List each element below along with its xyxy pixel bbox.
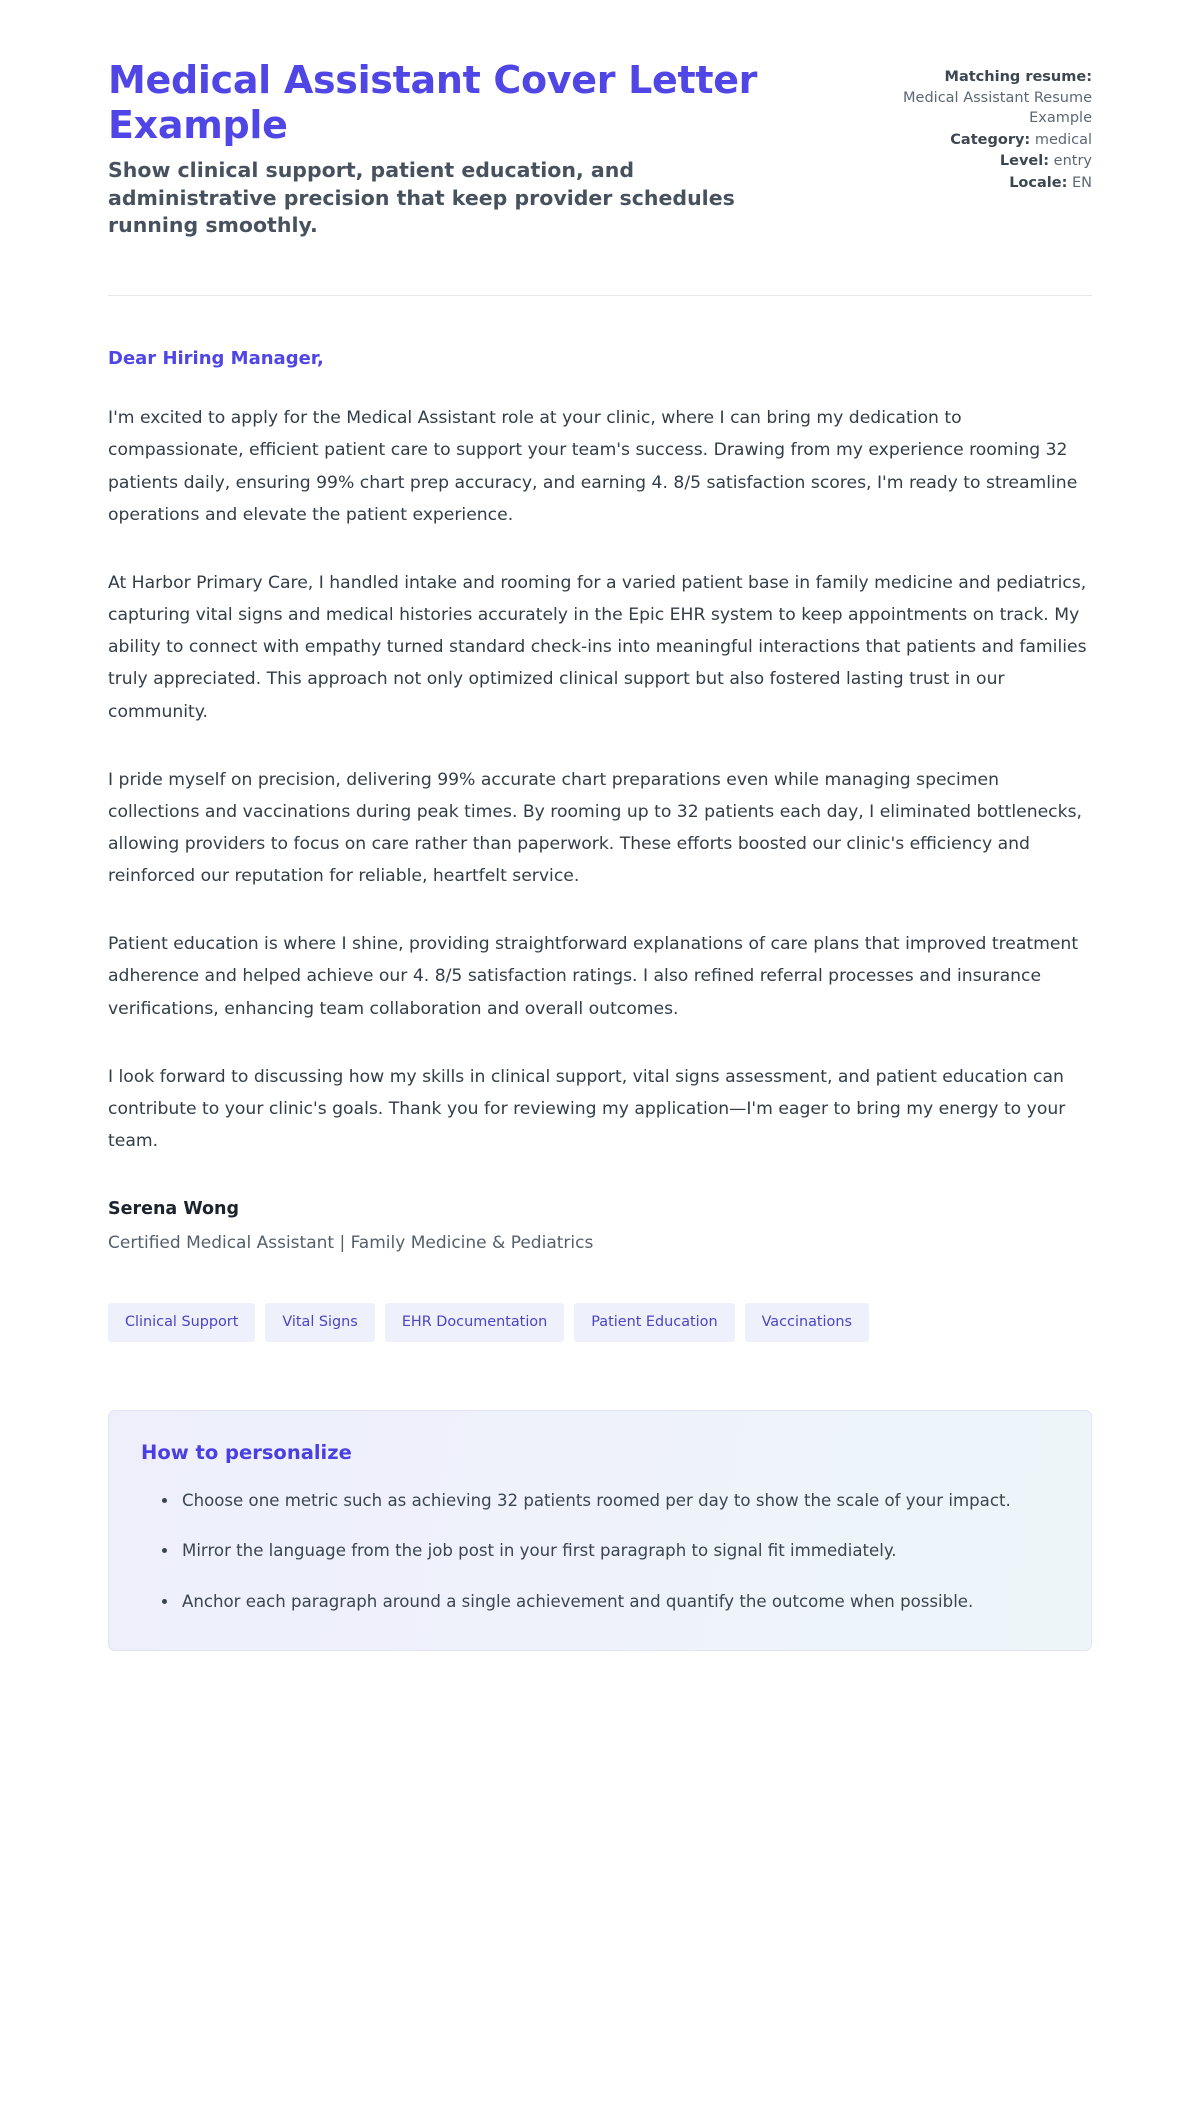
page-subtitle: Show clinical support, patient education, and administrative precision that keep provider schedules running smoothly. — [108, 157, 735, 238]
page-header — [108, 0, 1092, 240]
callout-tip-item: Choose one metric such as achieving 32 patients roomed per day to show the scale of your impact. — [162, 1486, 1059, 1516]
meta-locale-label: Locale: — [1009, 174, 1068, 191]
meta-category-value: medical — [1034, 131, 1092, 148]
skill-tag[interactable]: Vaccinations — [745, 1303, 869, 1341]
skill-tag[interactable]: EHR Documentation — [385, 1303, 564, 1341]
letter-paragraph: I'm excited to apply for the Medical Assistant role at your clinic, where I can bring my dedication to compassionate, efficient patient care to support your team's success. Drawing from my experience rooming 32 patients daily, ensuring 99% chart prep accuracy, and earning 4. 8/5 satisfaction scores, I'm ready to streamline operations and elevate the patient experience. — [108, 408, 1078, 525]
document-metadata — [877, 58, 1092, 194]
meta-locale — [877, 173, 1092, 194]
callout-title: How to personalize — [141, 1440, 352, 1464]
letter-paragraphs — [108, 402, 1092, 1157]
letter-paragraph: Patient education is where I shine, providing straightforward explanations of care plans that improved treatment adherence and helped achieve our 4. 8/5 satisfaction ratings. I also refined referral processes and insurance verifications, enhancing team collaboration and overall outcomes. — [108, 934, 1079, 1019]
page-title: Medical Assistant Cover Letter Example — [108, 58, 758, 147]
meta-locale-value: EN — [1071, 174, 1092, 191]
meta-matching-resume — [877, 67, 1092, 129]
meta-category-label: Category: — [950, 131, 1031, 148]
skill-tag-list — [108, 1303, 1092, 1341]
letter-paragraph: At Harbor Primary Care, I handled intake and rooming for a varied patient base in family medicine and pediatrics, capturing vital signs and medical histories accurately in the Epic EHR system to keep appointments on track. My ability to connect with empathy turned standard check-ins into meaningful interactions that patients and families truly appreciated. This approach not only optimized clinical support but also fostered lasting trust in our community. — [108, 572, 1087, 722]
letter-paragraph: I pride myself on precision, delivering 99% accurate chart preparations even while managing specimen collections and vaccinations during peak times. By rooming up to 32 patients each day, I eliminated bottlenecks, allowing providers to focus on care rather than paperwork. These efforts boosted our clinic's efficiency and reinforced our reputation for reliable, heartfelt service. — [108, 769, 1082, 887]
skill-tag[interactable]: Vital Signs — [265, 1303, 374, 1341]
meta-level-label: Level: — [999, 153, 1050, 170]
signature-role: Certified Medical Assistant | Family Medicine & Pediatrics — [108, 1233, 594, 1254]
meta-category — [877, 130, 1092, 151]
callout-tip-list — [141, 1486, 1059, 1617]
letter-paragraph: I look forward to discussing how my skills in clinical support, vital signs assessment, and patient education can contribute to your clinic's goals. Thank you for reviewing my application—I'm eager to bring my energy to your team. — [108, 1066, 1066, 1152]
callout-tip-item: Anchor each paragraph around a single achievement and quantify the outcome when possible. — [162, 1587, 1059, 1617]
meta-level-value: entry — [1053, 153, 1092, 170]
salutation: Dear Hiring Manager, — [108, 348, 324, 370]
callout-tip-item: Mirror the language from the job post in your first paragraph to signal fit immediately. — [162, 1536, 1059, 1566]
signature-block — [108, 1199, 1092, 1253]
skill-tag[interactable]: Clinical Support — [108, 1303, 255, 1341]
cover-letter-body — [108, 296, 1092, 1253]
signature-name: Serena Wong — [108, 1199, 240, 1220]
meta-matching-resume-label: Matching resume: — [944, 69, 1092, 85]
meta-level — [877, 151, 1092, 172]
header-title-block — [108, 58, 808, 240]
meta-matching-resume-value: Medical Assistant Resume Example — [903, 89, 1092, 127]
how-to-personalize-callout — [108, 1410, 1092, 1652]
skill-tag[interactable]: Patient Education — [574, 1303, 734, 1341]
